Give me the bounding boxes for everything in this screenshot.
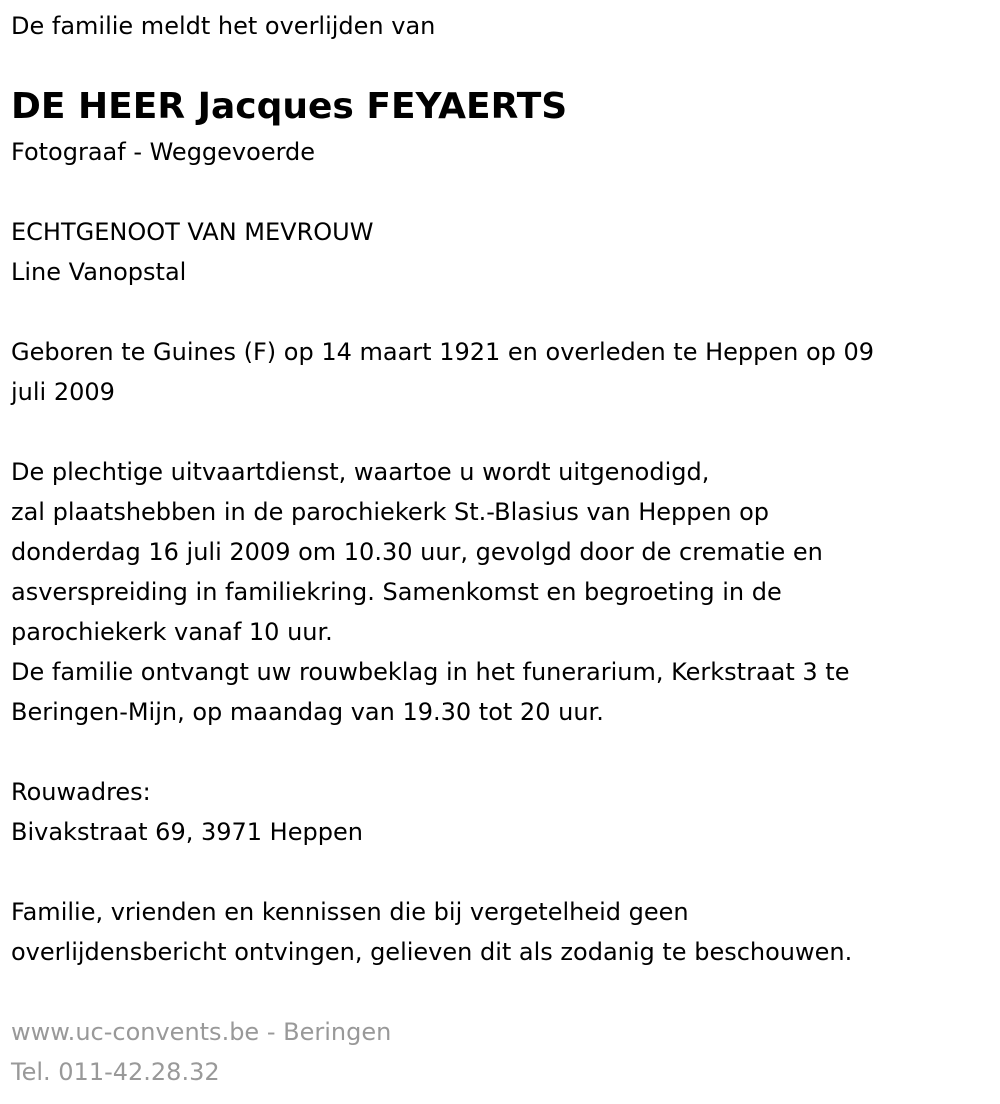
closing-line: Familie, vrienden en kennissen die bij vergetelheid geen xyxy=(11,898,689,926)
service-line: parochiekerk vanaf 10 uur. xyxy=(11,618,333,646)
service-line: De plechtige uitvaartdienst, waartoe u wordt uitgenodigd, xyxy=(11,458,710,486)
address-block xyxy=(11,772,991,852)
deceased-name: DE HEER Jacques FEYAERTS xyxy=(11,86,568,127)
address-text: Bivakstraat 69, 3971 Heppen xyxy=(11,818,363,846)
birth-death-line: juli 2009 xyxy=(11,378,115,406)
service-line: De familie ontvangt uw rouwbeklag in het funerarium, Kerkstraat 3 te xyxy=(11,658,850,686)
obituary-notice xyxy=(11,0,991,1092)
birth-death-line: Geboren te Guines (F) op 14 maart 1921 en overleden te Heppen op 09 xyxy=(11,338,875,366)
footer-website: www.uc-convents.be - Beringen xyxy=(11,1018,392,1046)
profession-text: Fotograaf - Weggevoerde xyxy=(11,138,316,166)
service-line: zal plaatshebben in de parochiekerk St.-Blasius van Heppen op xyxy=(11,498,770,526)
birth-death-paragraph xyxy=(11,332,991,412)
footer-phone: Tel. 011-42.28.32 xyxy=(11,1058,220,1086)
spouse-name: Line Vanopstal xyxy=(11,258,187,286)
address-label: Rouwadres: xyxy=(11,778,151,806)
spouse-label: ECHTGENOOT VAN MEVROUW xyxy=(11,218,374,246)
closing-line: overlijdensbericht ontvingen, gelieven dit als zodanig te beschouwen. xyxy=(11,938,853,966)
footer xyxy=(11,1012,991,1092)
service-line: donderdag 16 juli 2009 om 10.30 uur, gevolgd door de crematie en xyxy=(11,538,823,566)
service-line: asverspreiding in familiekring. Samenkomst en begroeting in de xyxy=(11,578,782,606)
service-line: Beringen-Mijn, op maandag van 19.30 tot 20 uur. xyxy=(11,698,604,726)
closing-paragraph xyxy=(11,892,991,972)
service-paragraph xyxy=(11,452,991,732)
intro-text: De familie meldt het overlijden van xyxy=(11,12,436,40)
